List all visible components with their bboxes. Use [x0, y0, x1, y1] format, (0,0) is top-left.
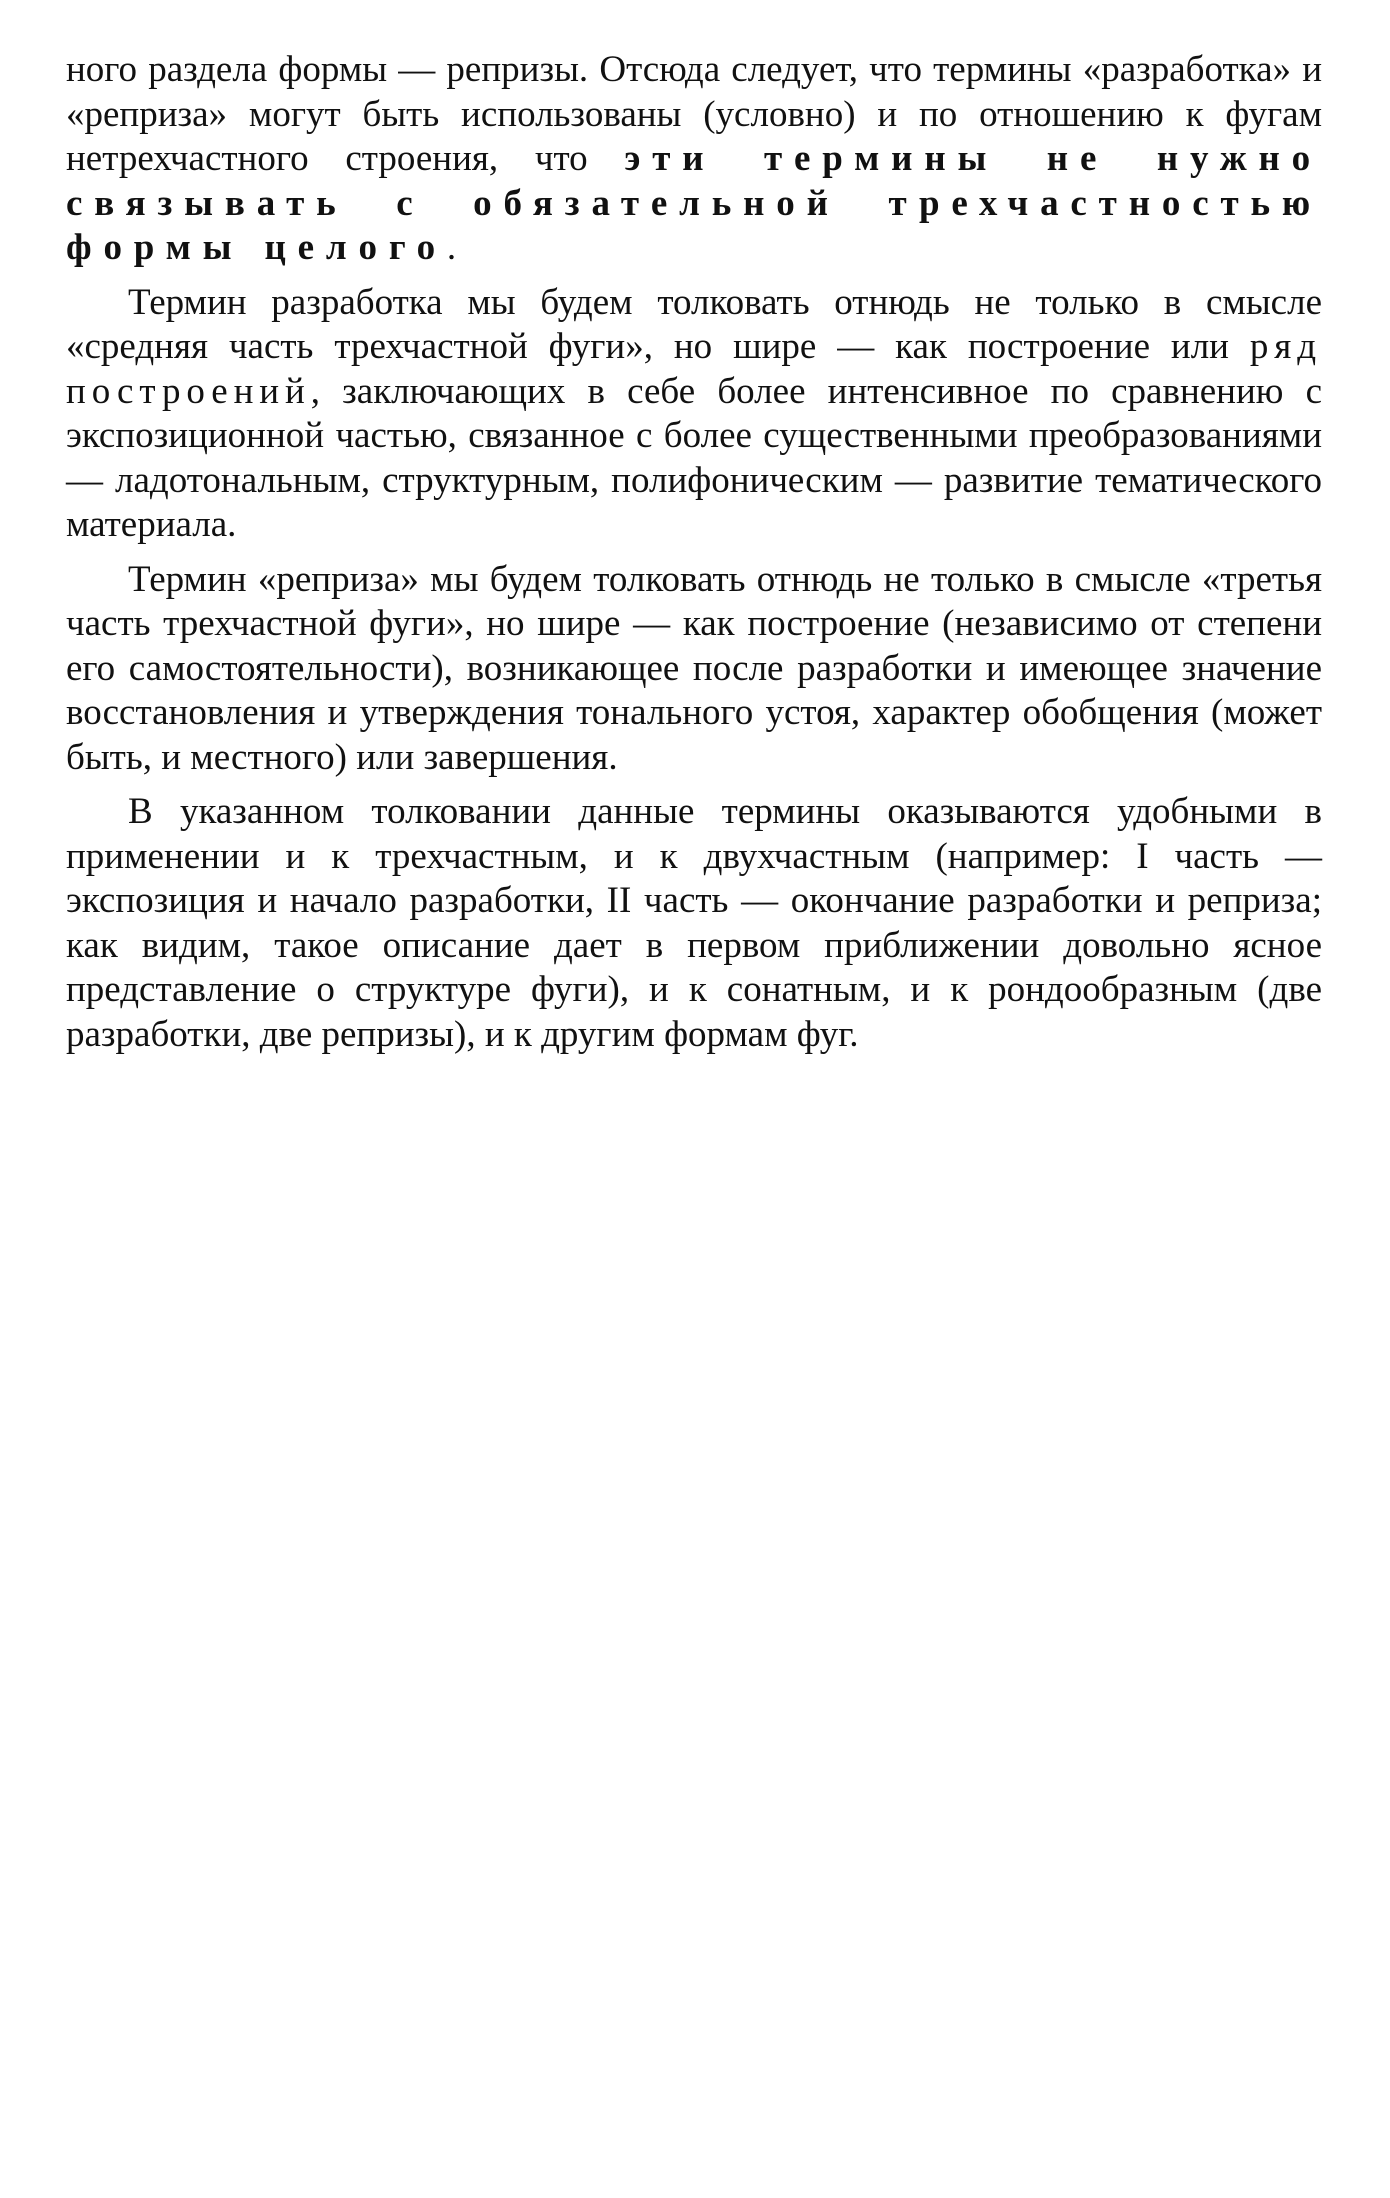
paragraph-4: В указанном толковании данные термины оказываются удобными в применении и к трехчастным, и к двухчастным (например: I часть — экспозиция и начало разработки, II часть — окончание разработки и реприза; как видим, такое описание дает в первом приближении довольно ясное представление о структуре фуги), и к сонатным, и к рондообразным (две разработки, две репризы), и к другим формам фуг. [66, 791, 1322, 1055]
paragraph-2-end: , заключающих в себе более интенсивное по сравнению с экспозиционной частью, связанное с более существенными преобразованиями — ладотональным, структурным, полифоническим — развитие тематического материала. [66, 370, 1322, 545]
paragraph-2 [66, 281, 1322, 548]
paragraph-1-text: ного раздела формы — репризы. Отсюда следует, что термины «разработка» и «реприза» могут быть использованы (условно) и по отношению к фугам нетрехчастного строения, что [66, 49, 1322, 179]
paragraph-2-emphasis: ряд построений [66, 326, 1322, 412]
paragraph-1-emphasis: эти термины не нужно связывать с обязательной трехчастностью формы целого [66, 138, 1322, 268]
document-page [66, 48, 1322, 1067]
paragraph-3: Термин «реприза» мы будем толковать отнюдь не только в смысле «третья часть трехчастной фуги», но шире — как построение (независимо от степени его самостоятельности), возникающее после разработки и имеющее значение восстановления и утверждения тонального устоя, характер обобщения (может быть, и местного) или завершения. [66, 558, 1322, 778]
paragraph-2-text: Термин разработка мы будем толковать отнюдь не только в смысле «средняя часть трехчастной фуги», но шире — как построение или [66, 281, 1322, 367]
paragraph-1-end: . [446, 227, 457, 268]
paragraph-1 [66, 48, 1322, 271]
